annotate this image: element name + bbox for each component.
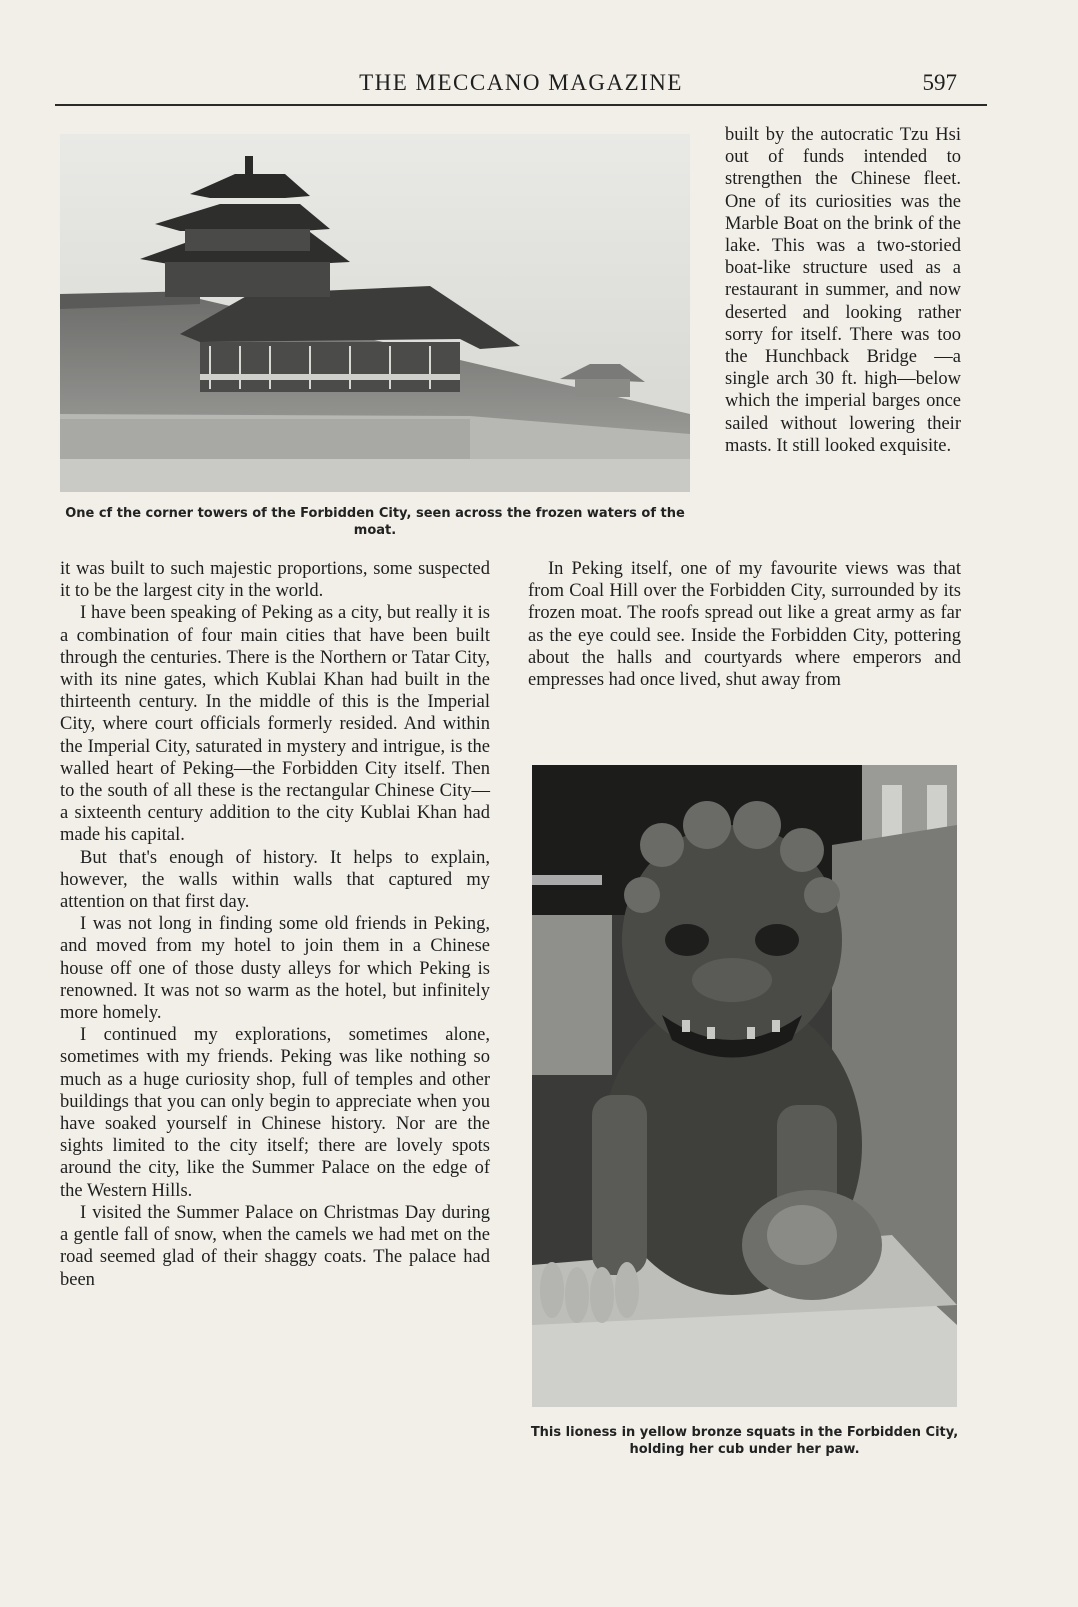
left-column bbox=[60, 558, 490, 1291]
paragraph: I visited the Summer Palace on Christmas Day during a gentle fall of snow, when the camels we had met on the road seemed glad of their shaggy coats. The palace had been bbox=[60, 1202, 490, 1290]
paragraph: But that's enough of history. It helps to explain, however, the walls within walls that captured my attention on that first day. bbox=[60, 847, 490, 913]
right-column-middle bbox=[528, 558, 961, 691]
page-number: 597 bbox=[922, 70, 957, 95]
corner-tower-photo bbox=[60, 134, 690, 492]
right-column-top bbox=[725, 124, 961, 457]
paragraph: I have been speaking of Peking as a city, but really it is a combination of four main cities that have been built through the centuries. There is the Northern or Tatar City, with its nine gates, which Kublai Khan had built in the thirteenth century. In the middle of this is the Imperial City, where court officials formerly resided. And within the Imperial City, saturated in mystery and intrigue, is the walled heart of Peking—the Forbidden City itself. Then to the south of all these is the rectangular Chinese City—a sixteenth century addition to the city Kublai Khan had made his capital. bbox=[60, 603, 490, 846]
bronze-lioness-photo bbox=[532, 765, 957, 1407]
page-header bbox=[55, 64, 987, 106]
bronze-lioness-caption: This lioness in yellow bronze squats in the Forbidden City, holding her cub under her paw. bbox=[530, 1425, 959, 1457]
paragraph: In Peking itself, one of my favourite views was that from Coal Hill over the Forbidden City, surrounded by its frozen moat. The roofs spread out like a great army as far as the eye could see. Inside the Forbidden City, pottering about the halls and courtyards where emperors and empresses had once lived, shut away from bbox=[528, 559, 961, 691]
paragraph: it was built to such majestic proportions, some suspected it to be the largest city in the world. bbox=[60, 559, 490, 602]
paragraph: built by the autocratic Tzu Hsi out of funds intended to strengthen the Chinese fleet. One of its curiosities was the Marble Boat on the brink of the lake. This was a two-storied boat-like structure used as a restaurant in summer, and now deserted and looking rather sorry for itself. There was too the Hunchback Bridge —a single arch 30 ft. high—below which the imperial barges once sailed without lowering their masts. It still looked exquisite. bbox=[725, 125, 961, 456]
paragraph: I continued my explorations, sometimes alone, sometimes with my friends. Peking was like nothing so much as a huge curiosity shop, full of temples and other buildings that you can only begin to appreciate when you have soaked yourself in Chinese history. Nor are the sights limited to the city itself; there are lovely spots around the city, like the Summer Palace on the edge of the Western Hills. bbox=[60, 1025, 490, 1201]
paragraph: I was not long in finding some old friends in Peking, and moved from my hotel to join them in a Chinese house off one of those dusty alleys for which Peking is renowned. It was not so warm as the hotel, but infinitely more homely. bbox=[60, 914, 490, 1024]
magazine-title: THE MECCANO MAGAZINE bbox=[359, 70, 683, 95]
corner-tower-caption: One cf the corner towers of the Forbidden City, seen across the frozen waters of the moat. bbox=[65, 506, 685, 538]
